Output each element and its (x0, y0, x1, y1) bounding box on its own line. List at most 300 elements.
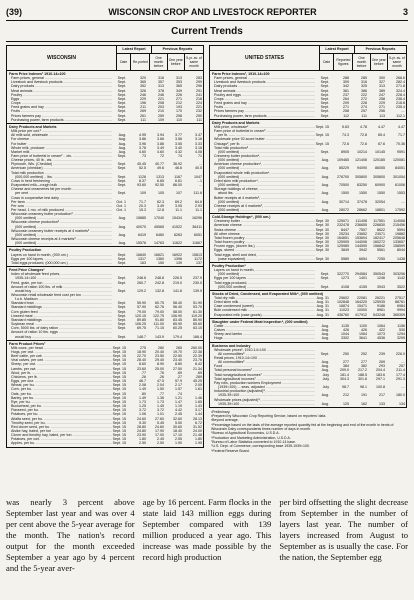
row-label: Layers on hand in month, (000 om.) ..... (7, 253, 112, 257)
row-label: Lambs, per cwt. ..... (7, 367, 112, 371)
row-value: 11.1 (195, 208, 202, 212)
row-label: Wholesale prices (adjusted)⁸, ..... (210, 398, 315, 402)
row-value: Sept. (117, 252, 126, 257)
table-section (209, 291, 407, 319)
row-value: 73 (142, 153, 146, 158)
row-value: 28.80 (137, 424, 146, 429)
row-value: 133657 (393, 240, 405, 245)
row-value: Sept. (320, 113, 329, 118)
row-value: 309 (343, 80, 349, 85)
row-value: 6263 (174, 232, 182, 237)
row-value: 1.57 (175, 387, 182, 392)
row-value: 53.70 (193, 305, 202, 310)
row-value: 1.90 (175, 441, 182, 446)
row-value: 25.00 (155, 366, 164, 371)
table-section (6, 341, 204, 448)
row-label: Index of wholesale feed prices, ..... (7, 272, 112, 276)
row-value: 45.25 (193, 379, 202, 384)
row-value: 269 (140, 109, 146, 114)
row-value: 1.36 (157, 395, 164, 400)
row-value: 100.8 (376, 385, 385, 390)
row-value: 83250 (357, 183, 367, 188)
row-value: 64.6 (195, 199, 202, 204)
row-value: 133 (379, 401, 385, 406)
row-value: Aug. (321, 336, 329, 341)
row-label: Cows in herd freshening ..... (7, 179, 112, 183)
row-label: Swiss cheese ..... (210, 228, 315, 232)
section-heading: Feed Price Changes¹ (9, 268, 45, 273)
row-value: 301.6 (358, 376, 367, 381)
row-value: Aug. (321, 328, 329, 333)
row-label: Wholesale price 92-score butter ..... (210, 137, 315, 141)
row-value: 46.6 (175, 166, 182, 171)
row-value: Sept. (117, 76, 126, 81)
row-value: Sept. 30 (315, 240, 329, 245)
row-value: 109 (140, 191, 146, 196)
row-value: 10214 (357, 149, 367, 154)
row-label: Dairy products ..... (210, 84, 315, 88)
row-value: 264 (343, 96, 349, 101)
row-value: Aug. 31 (316, 304, 329, 309)
row-value: 232 (196, 109, 202, 114)
row-value: 72.8 (360, 133, 367, 138)
row-label: Evaporated whole milk production⁴, ..... (210, 171, 315, 175)
row-value: 6984 (397, 304, 405, 309)
row-value: 229 (379, 101, 385, 106)
row-label: Standard middlings ..... (7, 305, 112, 309)
row-label: Milk price, wholesale² ..... (210, 125, 315, 129)
row-value: 3.16 (195, 137, 202, 142)
row-value: 4.95 (139, 133, 146, 138)
section-heading: Farm Product Prices² (9, 341, 46, 346)
row-label: (000 omitted) ..... (210, 272, 315, 276)
row-value: Aug. 31 (316, 300, 329, 305)
row-value: 436760 (337, 312, 349, 317)
row-value: 288 (343, 76, 349, 81)
row-value: 45.45 (137, 162, 146, 167)
us-table-body (209, 71, 407, 408)
row-value: 272 (361, 96, 367, 101)
row-value: Sept. 15 (315, 133, 329, 138)
row-value: Sept. (117, 178, 126, 183)
row-value: 5594 (397, 227, 405, 232)
row-value: Sept. (117, 309, 126, 314)
row-value: 4.78 (360, 124, 367, 129)
row-value: 25234 (339, 231, 349, 236)
row-value: 55.90 (137, 301, 146, 306)
row-value: .... (401, 199, 405, 204)
row-value: 259 (158, 113, 164, 118)
row-value: 1313 (156, 174, 164, 179)
row-value: 218 (196, 96, 202, 101)
section-heading: Business and Industry (212, 343, 251, 348)
section-heading: Cold-Storage Holdings⁴, (000 om.) (212, 215, 271, 220)
row-value: Aug. (321, 368, 329, 373)
row-value: 1360 (156, 256, 164, 261)
row-value: 125905 (337, 240, 349, 245)
row-label: Total agricultural incomes⁷ ..... (210, 377, 315, 381)
row-value: 91.80 (155, 317, 164, 322)
row-value: 40070 (136, 224, 146, 229)
row-value: Aug. (118, 232, 126, 237)
row-value: 79.00 (137, 309, 146, 314)
row-value: 258 (343, 109, 349, 114)
body-column-1: was nearly 3 percent above September last year and was over 4 per cent above the 5-year average for the month. The nation's record output for the month exceeded September a year ago by 4 percent and the 5-year aver- (6, 497, 135, 573)
row-label: (000 omitted) ..... (210, 166, 315, 170)
row-value: 28072 (339, 208, 349, 212)
row-value: 250 (196, 113, 202, 118)
table-section (6, 124, 204, 248)
row-value: 85.60 (193, 322, 202, 327)
latest-report-label: Latest Report (117, 46, 152, 53)
row-value: Sept. 30 (315, 244, 329, 249)
row-label: Corn gluten feed ..... (7, 310, 112, 314)
row-value: 74 (178, 153, 182, 158)
row-value: Aug. (321, 174, 329, 179)
row-value: 232478 (337, 223, 349, 228)
row-label: Cattle ..... (210, 324, 315, 328)
row-value: 3.33 (195, 141, 202, 146)
row-label: (000 omitted) ..... (210, 183, 315, 187)
row-label: per cent ..... (7, 191, 112, 195)
col-date: Date (320, 54, 334, 70)
row-value: 1064 (359, 332, 367, 337)
row-value: 6051 (194, 232, 202, 237)
row-value: 134 (399, 401, 405, 406)
row-value: Sept. 15 (112, 374, 126, 379)
row-value: 11667 (192, 241, 202, 246)
row-label: Whole milk, producer ..... (7, 146, 112, 150)
row-value: 45565 (154, 224, 164, 229)
row-value: 23071 (375, 231, 385, 236)
row-value: 65.4 (378, 133, 385, 138)
row-value: 16621 (154, 252, 164, 257)
row-value: 222 (361, 92, 367, 97)
row-label: Barley, per bu. ..... (7, 396, 112, 400)
row-label: Sheep and lambs ..... (210, 332, 315, 336)
row-label: Prices farmers pay ..... (210, 109, 315, 113)
row-value: 271 (343, 105, 349, 110)
row-value: 1.43 (195, 404, 202, 409)
row-value: Sept. 15 (112, 420, 126, 425)
row-value: 4.47 (398, 124, 405, 129)
row-value: 316 (158, 76, 164, 81)
row-value: 143.9 (155, 334, 164, 339)
row-label: Industrial production (adjusted)⁸, ..... (210, 389, 315, 393)
row-value: 3641 (359, 336, 367, 341)
row-value: 237 (343, 92, 349, 97)
row-label: All milk sold, wholesale ..... (7, 133, 112, 137)
row-value: 46.7 (139, 379, 146, 384)
row-value: 297.1 (376, 376, 385, 381)
row-value: 382 (361, 364, 367, 369)
row-value: 248.6 (137, 276, 146, 281)
row-value: 18.90 (137, 350, 146, 354)
row-value: 15885 (136, 216, 146, 221)
row-value: 217 (379, 393, 385, 398)
row-value: Sept. (117, 301, 126, 306)
row-value: 3.49 (157, 145, 164, 150)
row-value: 1.47 (175, 399, 182, 404)
row-value: 12.8 (157, 208, 164, 212)
row-value: Sept. 15 (112, 366, 126, 371)
row-value: Aug. (321, 360, 329, 365)
row-value: 4.60 (157, 149, 164, 154)
row-value: 162 (361, 401, 367, 406)
row-value: Sept. (117, 113, 126, 118)
row-value: 164220 (355, 300, 367, 305)
row-label: Potatoes, per bu. ..... (7, 412, 112, 416)
row-value: 342 (343, 84, 349, 89)
row-value: 3.78 (139, 145, 146, 150)
row-value: 365 (176, 84, 182, 89)
row-value: 211 (140, 105, 146, 110)
row-label: Cheese and creameries fat per month ..... (7, 187, 112, 191)
table-row (210, 285, 406, 289)
table-row (210, 257, 406, 261)
row-value: Sept. 15 (112, 350, 126, 354)
row-value: 22.50 (173, 354, 182, 359)
row-value: 29.40 (155, 358, 164, 363)
row-label: (000 omitted) ..... (7, 241, 112, 245)
row-label: Standard bran ..... (7, 301, 112, 305)
row-label: Meat animals ..... (210, 89, 315, 93)
row-label: Buckwheat, per bu. ..... (7, 404, 112, 408)
row-label: 1935-14=100 ..... (7, 276, 112, 280)
row-value: Aug. (321, 199, 329, 204)
footnote: ³Beyond average. (211, 418, 239, 423)
row-value: 6.72 (195, 420, 202, 425)
row-value: 16296 (192, 216, 202, 221)
row-label: (case equivalent) ..... (210, 257, 315, 261)
row-value: 3302 (341, 336, 349, 341)
row-value: Aug. (321, 323, 329, 328)
row-value: 275 (140, 345, 146, 350)
row-value: 303256 (393, 272, 405, 277)
table-row (210, 208, 406, 212)
body-column-2: age by 16 percent. Farm flocks in the state laid 143 million eggs during September compared with 139 million produced a year ago. This increase was made possible by the record high production (142, 497, 272, 562)
row-value: Aug. (118, 224, 126, 229)
row-label: Farm price of butterfat in cream² ..... (210, 129, 315, 133)
row-value: 1.61 (195, 387, 202, 392)
row-value: Aug. (321, 401, 329, 406)
row-label: Linseed meal ..... (7, 314, 112, 318)
row-label: Layers on hand in month, ..... (210, 268, 315, 272)
row-value: 1.19 (175, 404, 182, 409)
row-value: 2.45 (175, 412, 182, 417)
row-value: 125989 (337, 244, 349, 249)
row-label: (000,000 omitted) .. lbs. ..... (7, 175, 112, 179)
table-row (7, 335, 203, 339)
row-value: 221 (158, 96, 164, 101)
row-value: Aug. (321, 393, 329, 398)
wisconsin-table (6, 45, 204, 492)
row-value: 84051 (395, 166, 405, 171)
row-value: 226 (176, 92, 182, 97)
row-value: 6419 (138, 232, 146, 237)
row-value: 61006 (395, 183, 405, 188)
row-label: Storage holdings of cheese, ..... (210, 187, 315, 191)
row-value: 276700 (337, 174, 349, 179)
row-value: 1.01 (157, 412, 164, 417)
row-value: 246 (158, 92, 164, 97)
row-label: Wholesale prices¹, 1910-14=100 ..... (210, 348, 315, 352)
row-value: 257 (361, 109, 367, 114)
row-value: 36.92 (173, 162, 182, 167)
row-label: Feed grains and hay ..... (7, 105, 112, 109)
row-label: Poultry and eggs ..... (210, 93, 315, 97)
row-label: Market milk ..... (7, 150, 112, 154)
row-value: 1.45 (157, 404, 164, 409)
row-label: Wool, per lb. ..... (7, 371, 112, 375)
row-value: 3.49 (157, 203, 164, 208)
row-value: Sept. (117, 166, 126, 171)
row-label: (000,000 omitted) ..... (210, 285, 315, 289)
row-value: 193 (176, 105, 182, 110)
row-value: Sept. 15 (112, 441, 126, 446)
row-value: 5.45 (157, 420, 164, 425)
row-value: 1401 (359, 276, 367, 281)
row-value: 16922 (172, 252, 182, 257)
row-value: 71.7 (398, 133, 405, 138)
row-label: All other cheese ..... (210, 232, 315, 236)
row-value: Sept. (117, 305, 126, 310)
row-value: .69 (177, 370, 182, 375)
col-date: Date (117, 54, 131, 70)
row-value: 2.45 (157, 437, 164, 442)
row-label: Prices farmers pay ..... (7, 114, 112, 118)
table-section (209, 263, 407, 291)
row-value: 217.2 (358, 368, 367, 373)
row-value: July (322, 372, 329, 377)
row-value: 148.7 (137, 334, 146, 339)
row-value: Sept. 15 (112, 399, 126, 404)
row-value: 1.95 (195, 441, 202, 446)
row-value: 1273 (341, 276, 349, 281)
row-value: 125935 (373, 300, 385, 305)
row-value: Sept. (117, 101, 126, 106)
row-value: 120185 (373, 158, 385, 163)
row-value: 219.0 (173, 280, 182, 285)
row-value: 17.00 (155, 433, 164, 438)
row-value: 1550 (359, 191, 367, 196)
row-value: 57.9 (175, 379, 182, 384)
table-row (210, 313, 406, 317)
row-label: (000 omitted) ..... (210, 208, 315, 212)
row-value: 60.25 (173, 326, 182, 331)
row-label: 1935-39=100 ..... (210, 393, 315, 397)
row-value: Aug. (118, 241, 126, 246)
row-value: 3943 (377, 284, 385, 289)
row-value: 426 (361, 328, 367, 333)
row-value: 114068 (393, 219, 405, 224)
row-value: 52.5 (139, 166, 146, 171)
row-value: 4.08 (195, 149, 202, 154)
row-value: 17040 (154, 216, 164, 221)
row-value: 1126 (138, 174, 146, 179)
row-value: 256 (379, 109, 385, 114)
row-value: 139 (176, 260, 182, 265)
section-heading: Slaughter under Federal Meat Inspection⁴, (000 omitted) (212, 319, 308, 324)
col-year-before: One year before (168, 54, 185, 70)
row-label: Flaxseed, per bu. ..... (7, 408, 112, 412)
row-value: Sept. (117, 88, 126, 93)
row-value: 23652 (357, 231, 367, 236)
row-value: 235.4 (396, 105, 405, 110)
row-value: 1135 (341, 323, 349, 328)
row-value: July (322, 385, 329, 390)
row-value: 21.34 (193, 366, 202, 371)
row-label: Case condensed (sweet) ..... (210, 304, 315, 308)
row-value: 92.50 (155, 183, 164, 188)
table-row (7, 118, 203, 122)
row-label: Cheese prices, 40 lb., cts. ..... (7, 158, 112, 162)
row-label: Evaporated milk—rough bulk ..... (7, 183, 112, 187)
row-value: 28.40 (137, 358, 146, 363)
row-value: 316 (361, 80, 367, 85)
row-value: 8044 (397, 248, 405, 253)
row-value: 1.50 (157, 387, 164, 392)
row-value: 5.30 (139, 420, 146, 425)
row-value: 209.0 (340, 368, 349, 373)
row-value: Sept. (117, 260, 126, 265)
row-value: Sept. 15 (112, 391, 126, 396)
row-value: Sept. (320, 88, 329, 93)
row-value: 120.15 (135, 313, 146, 318)
row-value: 57.90 (137, 305, 146, 310)
row-value: 1.80 (139, 437, 146, 442)
row-value: Aug. 31 (316, 312, 329, 317)
row-label: Pay rolls, production workers Employment ..... (210, 381, 315, 385)
row-value: Sept. (117, 191, 126, 196)
row-value: 141.6 (173, 288, 182, 293)
row-value: Sept. (117, 256, 126, 261)
row-label: Total dry milk ..... (210, 296, 315, 300)
row-value: 1172 (194, 256, 202, 261)
row-value: 72.6 (342, 141, 349, 146)
row-value: 10000 (357, 308, 367, 313)
row-value: 282.4 (396, 80, 405, 85)
row-value: Sept. 30 (315, 219, 329, 224)
row-value: 4.42 (175, 408, 182, 413)
row-value: 51.90 (193, 301, 202, 306)
row-value: .... (401, 360, 405, 365)
row-value: 98.7 (342, 385, 349, 390)
row-label: All commodities⁶ ..... (210, 360, 315, 364)
row-label: Frozen eggs, (dozen lbs.) ..... (210, 244, 315, 248)
row-label: Clover and timothy hay, baled, per ton ..... (7, 433, 112, 437)
row-value: 285 (361, 76, 367, 81)
row-value: 4.60 (139, 149, 146, 154)
row-value: 352 (140, 84, 146, 89)
row-value: 218.8 (396, 101, 405, 106)
body-column-3: per bird offsetting the slight decrease from September in the number of layers last year. The number of layers increased from August to September as is usually the case. For the nation, the September egg (279, 497, 409, 562)
row-label: (000 omitted) ..... (210, 158, 315, 162)
section-heading: Farm Price Indexes², 1910-14=100 (212, 72, 270, 76)
row-value: 1.06 (139, 412, 146, 417)
row-value: 139.9 (193, 288, 202, 293)
row-label: Livestock and livestock products ..... (210, 80, 315, 84)
row-value: 252 (361, 351, 367, 356)
row-label: Total frozen poultry ..... (210, 236, 315, 240)
row-value: 239 (379, 351, 385, 356)
row-label: Amount of ration 10 lbs. eggs ..... (7, 330, 112, 334)
row-value: 132.8 (155, 288, 164, 293)
row-label: Veal calves, per cwt. ..... (7, 358, 112, 362)
us-label: UNITED STATES (210, 46, 320, 70)
row-value: 3.86 (139, 137, 146, 142)
section-heading: Stocks of Dried, Condensed, and Evaporated Milk⁴, (000 omitted) (212, 291, 324, 296)
